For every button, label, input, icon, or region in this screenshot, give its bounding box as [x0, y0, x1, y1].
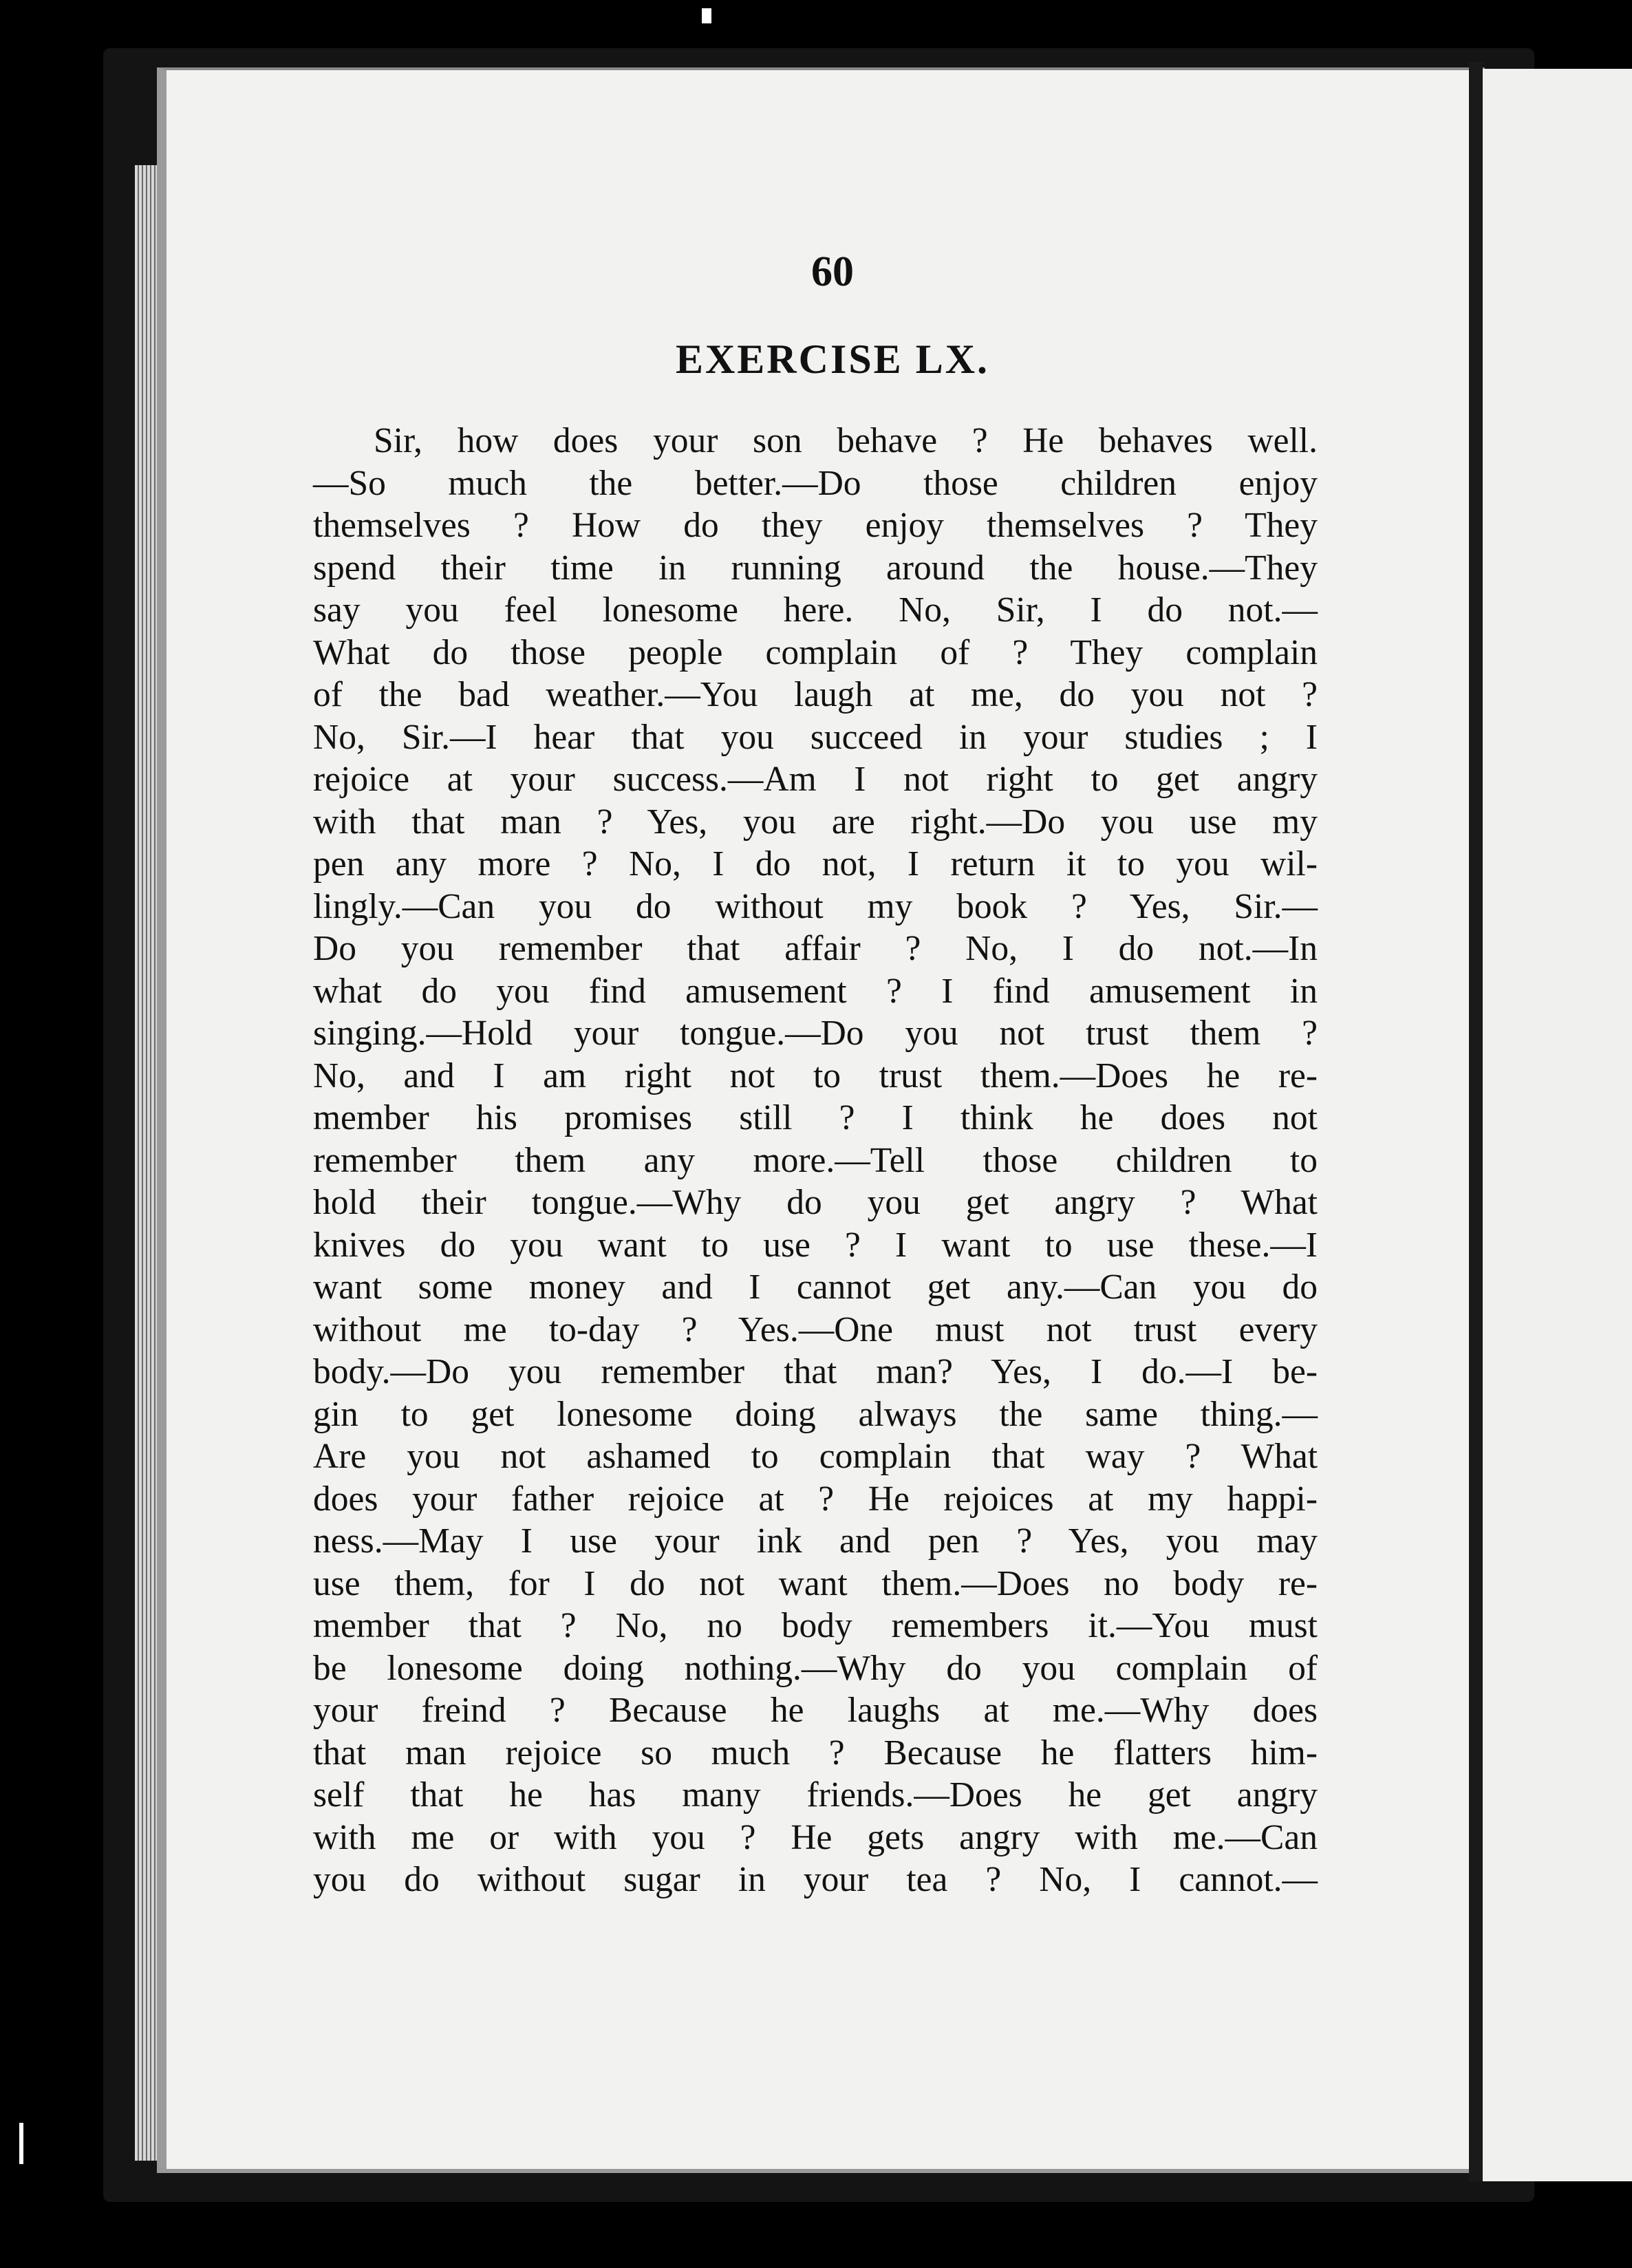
text-line: ness.—May I use your ink and pen ? Yes, you may — [313, 1521, 1318, 1561]
text-line: member that ? No, no body remembers it.—You must — [313, 1606, 1318, 1645]
text-line: without me to-day ? Yes.—One must not trust every — [313, 1309, 1318, 1349]
text-line: your freind ? Because he laughs at me.—Why does — [313, 1691, 1318, 1730]
text-line: gin to get lonesome doing always the same thing.— — [313, 1394, 1318, 1434]
exercise-title: EXERCISE LX. — [675, 336, 990, 382]
text-line: Sir, how does your son behave ? He behaves well. — [374, 421, 1318, 460]
text-line: singing.—Hold your tongue.—Do you not trust them ? — [313, 1014, 1318, 1053]
text-line: No, and I am right not to trust them.—Does he re- — [313, 1056, 1318, 1095]
text-line: rejoice at your success.—Am I not right to get angry — [313, 760, 1318, 799]
text-line: that man rejoice so much ? Because he flatters him- — [313, 1733, 1318, 1773]
exercise-body — [313, 420, 1318, 1901]
text-line: want some money and I cannot get any.—Can you do — [313, 1267, 1318, 1307]
text-line: body.—Do you remember that man? Yes, I do.—I be- — [313, 1352, 1318, 1391]
text-line: lingly.—Can you do without my book ? Yes, Sir.— — [313, 886, 1318, 926]
text-line: does your father rejoice at ? He rejoices at my happi- — [313, 1479, 1318, 1519]
text-line: be lonesome doing nothing.—Why do you complain of — [313, 1648, 1318, 1688]
text-line: use them, for I do not want them.—Does no body re- — [313, 1563, 1318, 1603]
page-number: 60 — [811, 248, 854, 295]
text-line: with me or with you ? He gets angry with me.—Can — [313, 1817, 1318, 1857]
text-line: self that he has many friends.—Does he get angry — [313, 1775, 1318, 1815]
text-line: themselves ? How do they enjoy themselves ? They — [313, 506, 1318, 545]
text-line: No, Sir.—I hear that you succeed in your studies ; I — [313, 717, 1318, 757]
scan-speck — [702, 8, 711, 23]
text-line: —So much the better.—Do those children enjoy — [313, 463, 1318, 503]
text-line: hold their tongue.—Why do you get angry ? What — [313, 1183, 1318, 1222]
text-line: of the bad weather.—You laugh at me, do you not ? — [313, 675, 1318, 714]
text-line: with that man ? Yes, you are right.—Do you use my — [313, 802, 1318, 842]
text-line: What do those people complain of ? They complain — [313, 632, 1318, 672]
text-line: say you feel lonesome here. No, Sir, I do not.— — [313, 590, 1318, 630]
text-line: spend their time in running around the house.—They — [313, 548, 1318, 588]
text-line: Are you not ashamed to complain that way ? What — [313, 1437, 1318, 1476]
facing-page — [1483, 69, 1632, 2181]
page-edges — [135, 165, 160, 2161]
text-line: knives do you want to use ? I want to use these.—I — [313, 1225, 1318, 1265]
text-line: you do without sugar in your tea ? No, I cannot.— — [313, 1860, 1318, 1899]
text-line: what do you find amusement ? I find amusement in — [313, 971, 1318, 1011]
book-gutter — [1469, 62, 1483, 2181]
text-line: Do you remember that affair ? No, I do not.—In — [313, 929, 1318, 968]
text-line: pen any more ? No, I do not, I return it to you wil- — [313, 844, 1318, 884]
text-line: member his promises still ? I think he does not — [313, 1098, 1318, 1137]
text-line: remember them any more.—Tell those children to — [313, 1140, 1318, 1180]
scan-speck — [19, 2123, 23, 2164]
